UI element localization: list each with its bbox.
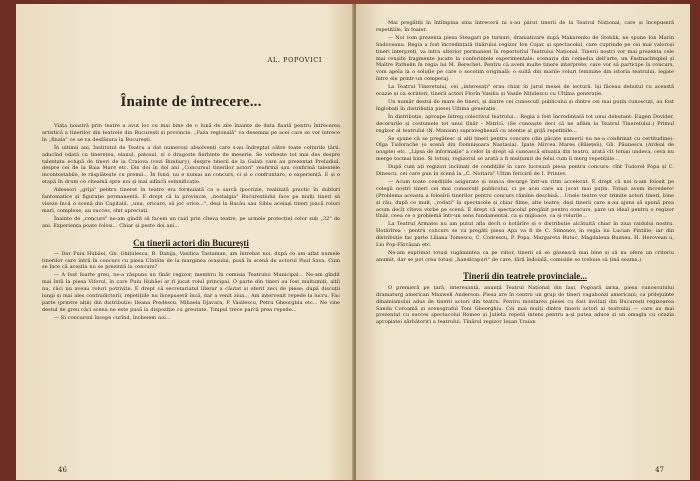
paragraph: — Acum toate condițiile asigurate și nunca decurge într-un ritm accelerat. E drept că noi n-am folosit pe colegii noștri tineri cei mai cunoscuți publicului, ci pe acei care au jucat mai puțin. Totuși avem încredere! (Problema aceasta a folosirii tinerilor pentru concurs rămîne deschisă... Unele teatre vor trimite actori tineri, bine și rău, după ce mult, „rodați" în spectacole și chiar filme, alte teatre, deși tinerii care n-au ajuns să spună prea acum decît cîteva vorbe pe scenă. E drept că spectacolul pregătit pentru concurs, pare un ideal pentru o regizor tînăr, ceea ce o problemă într-un sens fundamental, ca și mijloace, ca și rolurile... — [376, 178, 674, 220]
paragraph: Viața noastră prin teatre a avut loc cu mai bine de o lună de zile înainte de data fixată pentru întrecerea artistică a tinerilor din teatrele din București și provincie. „Faza regională" va desemna pe acei care se vor întrece în „finala" ce se va desfășura la București. — [42, 123, 340, 143]
author-name: AL. POPOVICI — [267, 56, 322, 64]
section-heading: Tinerii din teatrele provinciale... — [463, 270, 587, 281]
paragraph: La Teatrul Armatei nu am putut afla decît o hotărîre și o distribuție alcătuită chiar în ziua raidului nostru. Hotărîrea - pentru concurs se va pregăti piesa Apa va fi de C. Simonov, în regia lui Lucian Pintilie; iar din distribuție fac parte Liliana Tomescu, C. Codrescu, P. Popa, Margareta Butuc, Magdalena Buznea, H. Herovean u, Liu Pop-Fărcășan etc. — [376, 221, 674, 249]
paragraph: În ultimii ani, Institutul de Teatru a dat numeroși absolvenți care s-au îndreptat către toate colțurile țării, aducînd odată cu tinerețea, elanul, patosul, și o dragoste fierbinte de meserie. Se vorbește tot mai des despre talentata echipă de tineri de la Craiova (vezi Bunbury), despre tinerii de la Galați care au prezentat Preludiul, despre cei de la Baia Mare etc. Din doi în doi ani „Concursul tinerilor actori" reafirmă sau confirmă talentele incontestabile, le răsplătește cu premii... În fond, nu e numai un concurs, ci și o confruntare, o experiență. E și o etapă în drum ce cheamă spre noi și mai adîncă semnificație. — [42, 144, 340, 186]
paragraph: Se spune că se pregătesc și alți tineri pentru concurs (din păcate numerii nu ne-a confirmat cu certitudine): Olga Tudorache (o scenă din Domnișoara Nastasia). Ipate Mircea Mareș (Băiețeii), Gh. Păunescu (Ardeal de noapte) etc. „Lipsa de informație" a celor în drept să cunoască situația din teatru, arată cît totuși undeva, ceva nu merge tocmai bine. Și totuși, regizorul se arată a fi mulțumit de felul cum îi merg repetițiile... — [376, 135, 674, 163]
paragraph: — Și concursul începe curînd, încheiem noi... — [54, 314, 171, 321]
right-page — [356, 4, 690, 480]
section-heading: Cu tinerii actori din București — [133, 237, 249, 248]
paragraph: După cum ați regizori inclinați de condițiile în care lucrează piesa pentru concurs: cînt Tudorel Popa și C. Dinescu, cei care pun în scenă la „C. Nottara" Ultim fericirii de I. Prințev. — [376, 164, 674, 178]
paragraph: Adeseori „grija" pentru tineret în teatre era formulată ca o sarcă ipocrizie, realizată practic în dubluri fantomatice și figurație permanentă. E drept că la provincie, „nostalgia" Bucureștiului face pe mulți tineri să viseze încă o scenă din Capitală, „unu, oricare, să joc orice...", deși la Bacău sau Sibiu aceiași tineri joacă roluri mari, complexe, au succes, sînt apreciați. — [42, 187, 340, 214]
page-number: 47 — [655, 466, 664, 474]
paragraph: O premieră pe țară, interesantă, anunță Teatrul Național din Iași, Pogoară iarna, piesa cunoscutului dramaturg american Maxwell Anderson. Piesa are în centru un grup de tineri vagabonzi americani; ca prilejuinte dinamismului adus de tinerii actori din teatru. Pentru montarea piesei cu fost invitați din București regizoarea Sanda Coroamă și scenograful Toni Gheorghiu. Cei mai mulți dintre tinerii actori ai teatrului — care au mai prezentat cu succes spectacolul Romeo și Julieta repetă intens pentru a-și putea aduce și un omagiu cu ocazia apropiatei sărbătoriri a teatrului. Tînărul regizor Ieșan Traian — [376, 284, 674, 326]
paragraph: Înainte de „concurs" ne-am gîndit să facem un raid prin cîteva teatre, pe urmele protecției celor sub „32" de ani. Experiența poate folosi... Chiar și peste doi ani... — [42, 215, 340, 229]
paragraph: Ne-am exprimat totuși rugămintea ca pe viitor, tinerii să se găsească mai bine și să nu ofere un criteriu anumit, dar se pot crea totuși „handicapuri" de care, fără îndoială, comisiile se trebuie să țină seama.) — [376, 250, 674, 263]
paragraph: — Noi vom prezenta piesa Steagari pe turnuri, dramatizare după Makarenko de Stehlik, ne spune Ion Marin Sadoveanu. Regia a fost încredințată tînărului regizor Ion Cojar, și spectacolul, care cuprinde pe cei mai valoroși tineri interpreți, va intra ulterior permanent în repertoriul Teatrului Național. Tinerii noștri vor mai prezenta cele mai reușite fragmente jucate la conferințele experimentale: scenariu din comedia dell'arte, un Fastnachtspiel și Maître Pathelin în regia lui M. Berechet. Pentru că avem multe tinere interprete, care vor să participe la concurs, vom apela la o soluție pe care o socotim originală: o suită din marile roluri feminine din istoria teatrului, legate între ele printr-un comperaj. — [376, 34, 674, 83]
page-number: 46 — [58, 466, 67, 474]
article-title: Înainte de întrecere... — [120, 94, 262, 110]
paragraph: — A fost foarte greu, ne-a răspuns un tînăr regizor, membru în comisia Teatrului Municipal... Ne-am gîndit mai întîi la piesa Viforul, în care Puiu Hubâei ar fi jucat rolul principal. O parte din tineri au fost multumiți, alții nu, căci nu aveau roluri potrivite. E drept că secretariatul literar a căutat și oferit zeci de piese; după discuții lungi și mai ales contradictorii, repetițiile nu începuseră încă, dar a venit ziua... Am intervenit repede la lucru. Fac parte (printre alții) din distribuție: Ileana Predescu, Mihaela Djavara, P. Vasilescu, Petru Gheorghiu etc... Ne vine destul de greu căci scena ne este pusă la dispoziție cu greutate. Timpul trece parcă prea repede... — [42, 272, 340, 313]
paragraph: Un număr destul de mare de tineri, și dintre cei cunoscuți publicului și dintre cei mai puțin cunoscuți, au fost înglobați în distribuția piesei Ultima generație. — [376, 98, 674, 112]
paragraph: Mai pregătiți în întîmpina sina întrecerii ni s-au părut tinerii de la Teatrul Național, care și începuseră repetițiile, în foaier. — [376, 20, 674, 33]
paragraph: — Dar Puiu Hubâei, Gh. Ghițulescu, B. Dabija, Vasilica Tastaman, am întrebat noi, după ce am aflat numele tinerilor care intră în concurs cu piesa Cîntăte de la marginea orașului, pusă în scenă de actorul Paul Sava. Cum se face că aceștia nu se prezintă la concurs? — [42, 250, 340, 271]
paragraph: În distribuție, aproape întreg colectivul teatrului... Regia a fost încredințată tot unui debutant: Eugen Dovider, decorurile și costumele tot unui tînăr - Mitrici. (Se cunoaște deci că ne aflăm la Teatrul Tineretului.) Primul regizor al teatrului (N. Manism) supraveghează cu atenție și grijă repetițiile... — [376, 113, 674, 134]
left-page — [16, 4, 354, 480]
paragraph: La Teatrul Tineretului, cei „interesați" erau chiar în jurul mesei de lectură. Iși făceau debutul cu această ocazie și ca scriitori, tinerii actori Florin Vasiliu și Vasile Nițulescu cu Ultima generație. — [376, 84, 674, 98]
